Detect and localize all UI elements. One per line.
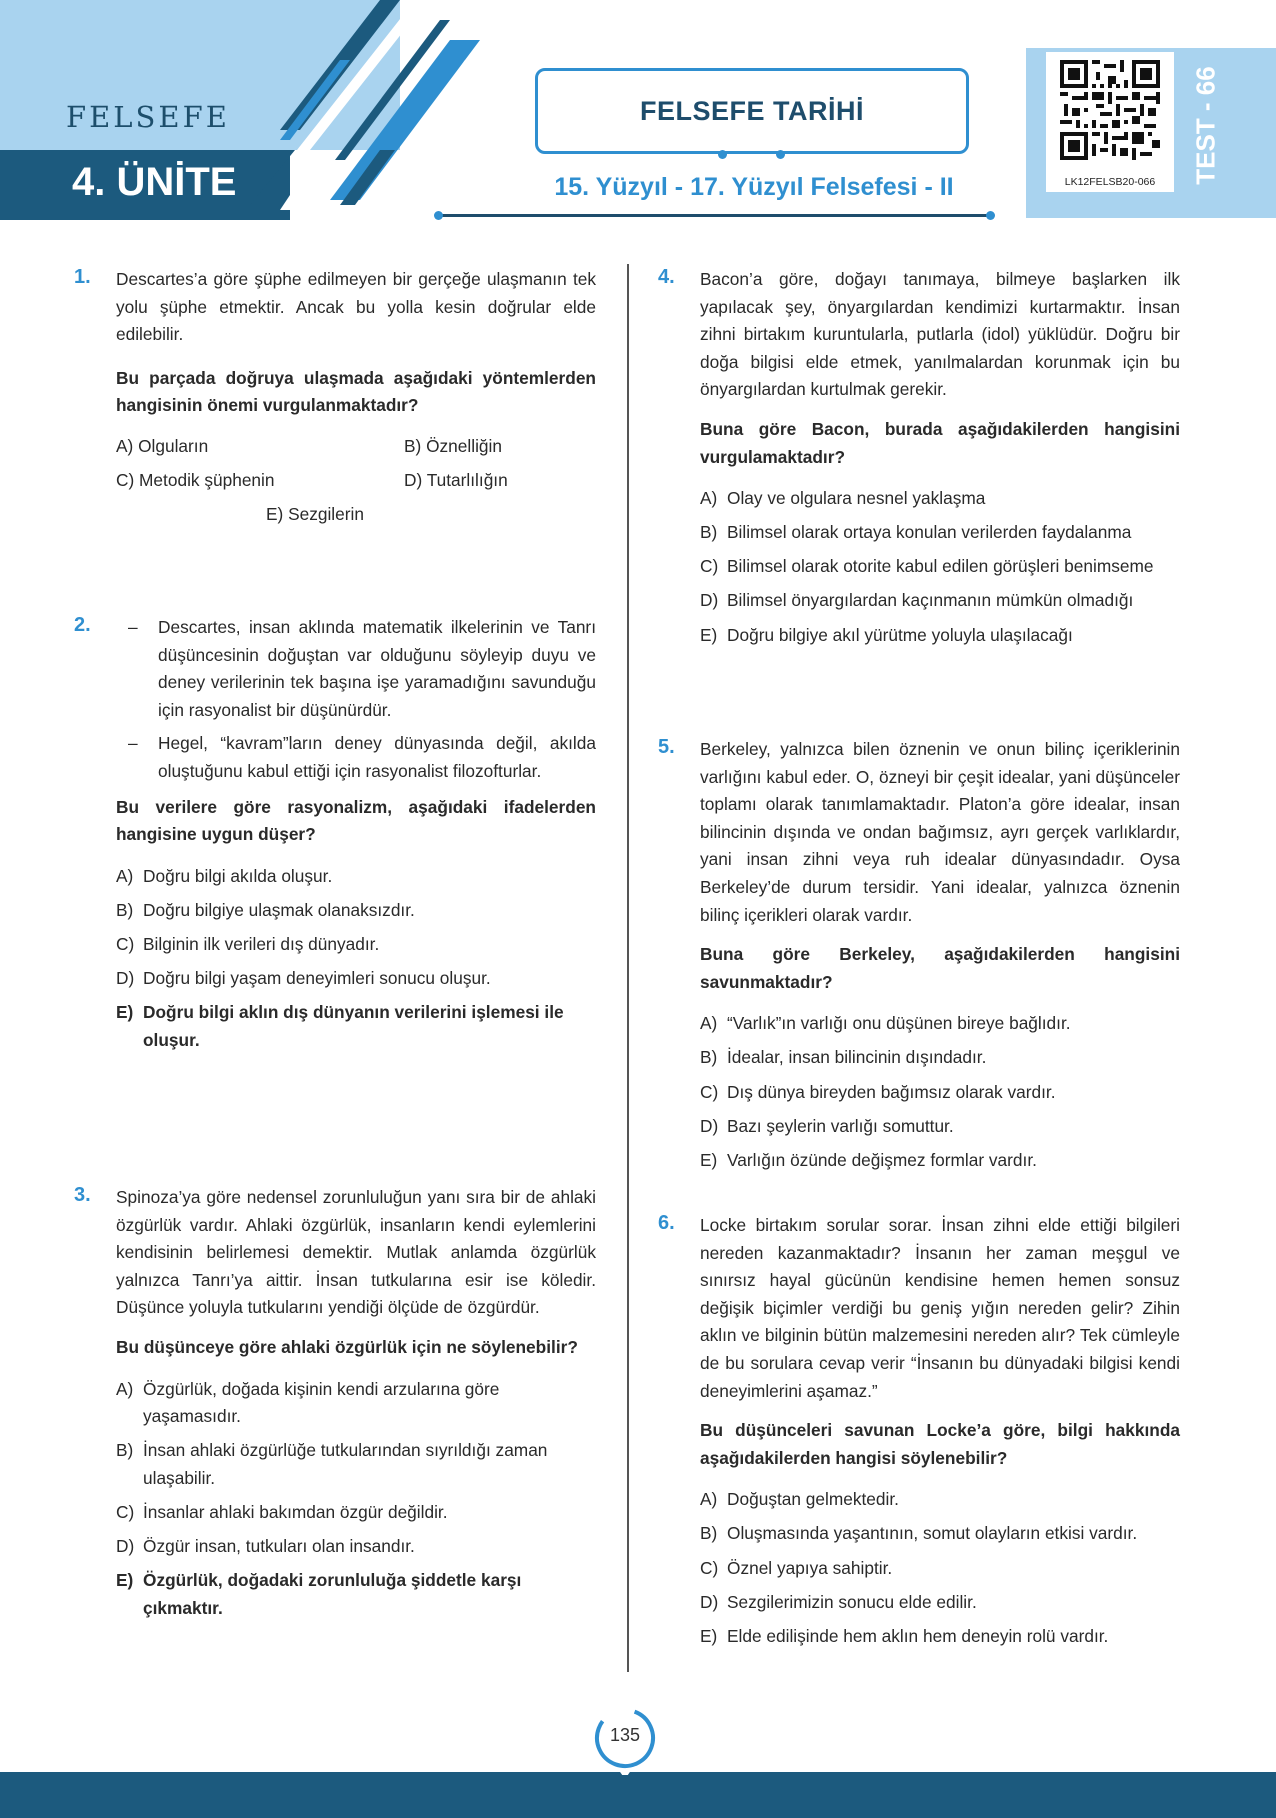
page-number: 135 [609,1725,641,1745]
question-stem: Bu verilere göre rasyonalizm, aşağıdaki ifadelerden hangisine uygun düşer? [116,796,596,845]
options-grid [116,434,596,492]
option-e[interactable]: E) Doğru bilgi aklın dış dünyanın verilerini işlemesi ile oluşur. [116,1002,564,1050]
question-paragraph: Descartes’a göre şüphe edilmeyen bir gerçeğe ulaşmanın tek yolu şüphe etmektir. Ancak bu yolla kesin doğrular elde edilebilir. [116,269,596,345]
unit-label: 4. ÜNİTE [72,160,237,204]
bullet-item: – Descartes, insan aklında matematik ilkelerinin ve Tanrı düşüncesinin doğuştan var olduğunu söyleyip duyu ve deney verilerinin tek başına işe yaramadığını savunduğu için rasyonalist bir düşünürdür. [116,614,596,724]
option-c[interactable]: C) İnsanlar ahlaki bakımdan özgür değildir. [116,1501,448,1522]
qr-code-label: LK12FELSB20-066 [1064,176,1156,188]
question-stem: Buna göre Bacon, burada aşağıdakilerden hangisini vurgulamaktadır? [700,418,1180,467]
option-d[interactable]: D) Bazı şeylerin varlığı somuttur. [700,1115,954,1136]
question-stem: Bu düşünceye göre ahlaki özgürlük için ne söylenebilir? [116,1336,578,1357]
option-b[interactable]: B) İdealar, insan bilincinin dışındadır. [700,1047,987,1068]
option-e[interactable]: E) Varlığın özünde değişmez formlar vardır. [700,1149,1037,1170]
option-d[interactable]: D) Bilimsel önyargılardan kaçınmanın mümkün olmadığı [700,590,1134,611]
option-a[interactable]: A) Olguların [116,435,209,456]
option-b[interactable]: B) Bilimsel olarak ortaya konulan verilerden faydalanma [700,522,1132,543]
option-b[interactable]: B) Öznelliğin [404,435,502,456]
option-e[interactable]: E) Sezgilerin [266,503,364,524]
subject-label: FELSEFE [66,100,230,134]
bullet-item: – Hegel, “kavram”ların deney dünyasında değil, akılda oluştuğunu kabul ettiği için rasyonalist filozofturlar. [116,730,596,785]
question-6 [658,1212,1180,1657]
question-number: 4. [658,266,675,288]
question-2 [74,614,596,1061]
question-5 [658,736,1180,1181]
option-a[interactable]: A) Doğru bilgi akılda oluşur. [116,865,333,886]
option-c[interactable]: C) Bilginin ilk verileri dış dünyadır. [116,933,380,954]
page-subtitle: 15. Yüzyıl - 17. Yüzyıl Felsefesi - II [554,173,954,201]
option-b[interactable]: B) Oluşmasında yaşantının, somut olayların etkisi vardır. [700,1523,1138,1544]
option-d[interactable]: D) Tutarlılığın [404,469,508,490]
question-paragraph: Locke birtakım sorular sorar. İnsan zihni elde ettiği bilgileri nereden kazanmaktadır? İnsanın her zaman meşgul ve sınırsız hayal gücünün kendisine hemen hemen sonsuz değişik biçimler verdiği bu geniş yığın nereden gelir? Zihin aklın ve bilginin bütün malzemesini nereden alır? Tek cümleyle de bu sorulara cevap verir “İnsanın bu dünyadaki bilgisi kendi deneyimlerini aşamaz.” [700,1215,1180,1401]
question-4 [658,266,1180,656]
test-number: TEST - 66 [1190,65,1221,185]
qr-code-icon [1060,60,1160,160]
option-a[interactable]: A) Özgürlük, doğada kişinin kendi arzularına göre yaşamasıdır. [116,1378,500,1427]
option-e[interactable]: E) Özgürlük, doğadaki zorunluluğa şiddetle karşı çıkmaktır. [116,1570,522,1618]
question-number: 5. [658,736,675,758]
question-3 [74,1184,596,1629]
qr-code[interactable] [1046,52,1174,192]
decorative-stripes [250,0,480,220]
option-c[interactable]: C) Dış dünya bireyden bağımsız olarak vardır. [700,1081,1056,1102]
option-e[interactable]: E) Elde edilişinde hem aklın hem deneyin rolü vardır. [700,1625,1109,1646]
option-a[interactable]: A) Doğuştan gelmektedir. [700,1489,899,1510]
page-title: FELSEFE TARİHİ [639,95,864,126]
title-dot [718,150,727,159]
option-d[interactable]: D) Doğru bilgi yaşam deneyimleri sonucu oluşur. [116,968,491,989]
column-divider [627,264,629,1672]
question-number: 3. [74,1184,91,1206]
question-paragraph: Spinoza’ya göre nedensel zorunluluğun yanı sıra bir de ahlaki özgürlük vardır. Ahlaki özgürlük, insanların kendi eylemlerini kendisinin belirlemesi demektir. Mutlak anlamda özgürlük yalnızca Tanrı’ya aittir. İnsan tutkularına esir ise köledir. Düşünce yoluyla tutkularını yendiği ölçüde de özgürdür. [116,1187,596,1318]
title-box [535,68,969,154]
option-d[interactable]: D) Sezgilerimizin sonucu elde edilir. [700,1591,977,1612]
option-e[interactable]: E) Doğru bilgiye akıl yürütme yoluyla ulaşılacağı [700,624,1073,645]
question-stem: Bu parçada doğruya ulaşmada aşağıdaki yöntemlerden hangisinin önemi vurgulanmaktadır? [116,367,596,416]
option-b[interactable]: B) İnsan ahlaki özgürlüğe tutkularından sıyrıldığı zaman ulaşabilir. [116,1440,548,1488]
option-c[interactable]: C) Öznel yapıya sahiptir. [700,1557,893,1578]
question-paragraph: Bacon’a göre, doğayı tanımaya, bilmeye başlarken ilk yapılacak şey, önyargılardan kendimizi kurtarmaktır. İnsan zihni birtakım kuruntularla, putlarla (idol) yüklüdür. Doğru bir doğa bilgisi elde etmek, yanılmalardan korunmak için bu önyargılardan kurtulmak gerekir. [700,269,1180,400]
footer-band [0,1772,1276,1818]
option-a[interactable]: A) “Varlık”ın varlığı onu düşünen bireye bağlıdır. [700,1013,1071,1034]
question-number: 1. [74,266,91,288]
test-label [1184,60,1228,190]
option-b[interactable]: B) Doğru bilgiye ulaşmak olanaksızdır. [116,899,415,920]
question-1 [74,266,596,526]
question-stem: Bu düşünceleri savunan Locke’a göre, bilgi hakkında aşağıdakilerden hangisi söylenebilir? [700,1420,1180,1468]
option-d[interactable]: D) Özgür insan, tutkuları olan insandır. [116,1536,415,1557]
option-c[interactable]: C) Bilimsel olarak otorite kabul edilen görüşleri benimseme [700,556,1154,577]
line-dot [986,211,995,220]
line-dot [434,211,443,220]
question-number: 6. [658,1212,675,1234]
question-stem: Buna göre Berkeley, aşağıdakilerden hangisini savunmaktadır? [700,944,1180,992]
subtitle-underline [438,214,992,217]
option-a[interactable]: A) Olay ve olgulara nesnel yaklaşma [700,488,986,509]
question-number: 2. [74,614,91,636]
question-paragraph: Berkeley, yalnızca bilen öznenin ve onun bilinç içeriklerinin varlığını kabul eder. O, özneyi bir çeşit idealar, yani düşünceler toplamı olarak tanımlamaktadır. Platon’a göre idealar, insan bilincinin dışında ve ondan bağımsız, ayrı gerçek varlıklardır, yani insan zihni veya ruh idealar dünyasındadır. Oysa Berkeley’de durum tersidir. Yani idealar, yalnızca öznenin bilinç içerikleri olarak vardır. [700,739,1180,925]
option-c[interactable]: C) Metodik şüphenin [116,469,275,490]
title-dot [776,150,785,159]
